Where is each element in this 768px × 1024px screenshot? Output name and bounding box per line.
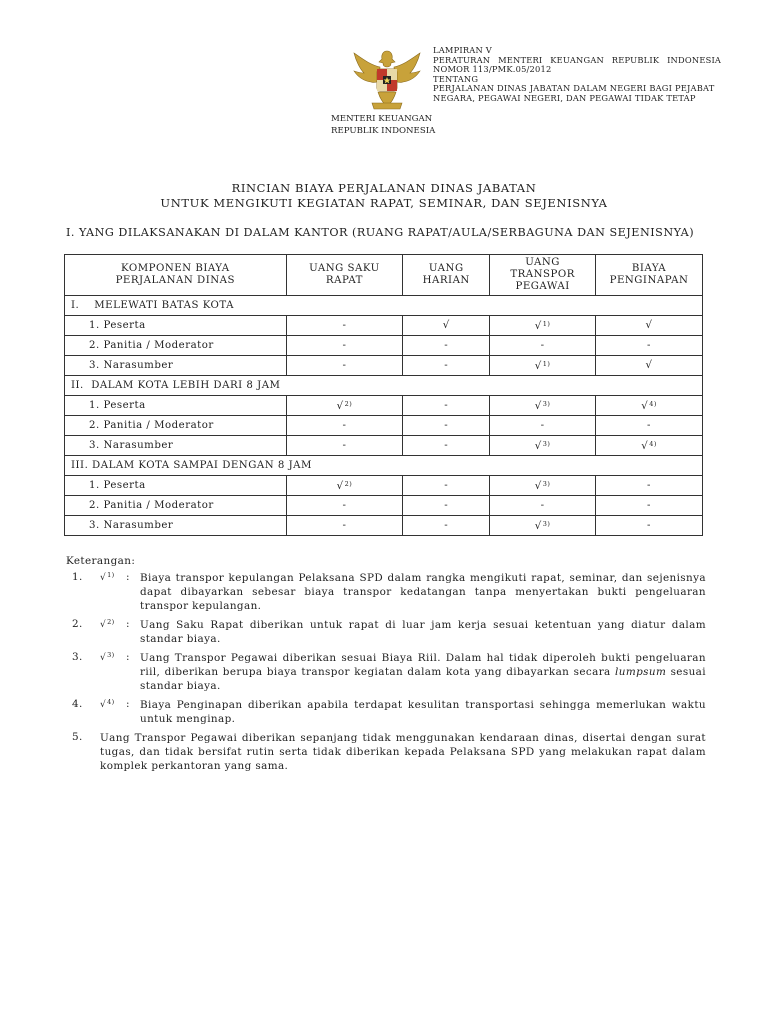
note-text-italic: lumpsum [615, 666, 667, 678]
cell-mark: √ [442, 320, 450, 331]
column-header [403, 255, 490, 296]
table-row [65, 476, 703, 496]
table-cell [286, 516, 403, 536]
cell-footnote-ref: 3) [542, 519, 551, 528]
section-heading: I. YANG DILAKSANAKAN DI DALAM KANTOR (RUANG RAPAT/AULA/SERBAGUNA DAN SEJENISNYA) [66, 226, 695, 239]
table-cell [596, 496, 703, 516]
note-colon: : [126, 618, 130, 630]
cell-footnote-ref: 3) [542, 399, 551, 408]
column-header-line: PENGINAPAN [609, 275, 689, 286]
lampiran-line: NOMOR 113/PMK.05/2012 [433, 64, 552, 75]
table-cell [403, 436, 490, 456]
table-cell [596, 356, 703, 376]
note-number: 3. [72, 651, 83, 663]
minister-caption [331, 113, 451, 137]
table-cell [490, 496, 596, 516]
group-title: II. DALAM KOTA LEBIH DARI 8 JAM [65, 376, 703, 396]
note-mark [100, 571, 126, 613]
table-cell [403, 316, 490, 336]
note-text: Biaya Penginapan diberikan apabila terdapat kesulitan transportasi sehingga memerlukan waktu untuk menginap. [140, 699, 706, 725]
note-mark-ref: 1) [107, 571, 115, 579]
table-cell [596, 476, 703, 496]
note-mark-symbol: √ [100, 653, 107, 663]
table-cell [490, 396, 596, 416]
table-cell [286, 476, 403, 496]
cell-mark: √ [534, 400, 542, 412]
table-row [65, 316, 703, 336]
note-item [66, 571, 706, 613]
note-colon: : [126, 651, 130, 663]
table-cell [490, 316, 596, 336]
note-item [66, 731, 706, 773]
lampiran-line: PERJALANAN DINAS JABATAN DALAM NEGERI BAGI PEJABAT [433, 83, 715, 94]
note-number: 4. [72, 698, 83, 710]
note-mark-symbol: √ [100, 573, 107, 583]
notes-section [66, 555, 706, 778]
table-row [65, 496, 703, 516]
table-row [65, 416, 703, 436]
document-title-line1: RINCIAN BIAYA PERJALANAN DINAS JABATAN [231, 181, 537, 195]
column-header-line: KOMPONEN BIAYA [121, 263, 230, 274]
cell-mark: - [647, 500, 651, 511]
cell-mark: - [444, 340, 449, 351]
lampiran-line: NEGARA, PEGAWAI NEGERI, DAN PEGAWAI TIDAK TETAP [433, 92, 696, 103]
note-mark-symbol: √ [100, 700, 107, 710]
cell-footnote-ref: 4) [649, 439, 657, 448]
table-row [65, 436, 703, 456]
table-group-row [65, 456, 703, 476]
table-cell [596, 316, 703, 336]
row-label: 3. Narasumber [65, 436, 287, 456]
cell-mark: - [444, 400, 449, 411]
notes-heading: Keterangan: [66, 555, 136, 567]
group-title: I. MELEWATI BATAS KOTA [65, 296, 703, 316]
table-cell [286, 356, 403, 376]
table-header-row [65, 255, 703, 296]
note-mark-ref: 4) [107, 698, 115, 706]
note-mark-ref: 2) [107, 618, 115, 626]
cell-mark: - [342, 340, 347, 351]
row-label: 1. Peserta [65, 476, 287, 496]
table-cell [490, 516, 596, 536]
column-header-line: PERJALANAN DINAS [115, 275, 235, 286]
cell-mark: √ [336, 400, 344, 412]
column-header-line: UANG [525, 257, 560, 268]
cell-mark: - [444, 500, 449, 511]
table-cell [286, 416, 403, 436]
cell-mark: - [540, 340, 545, 351]
row-label: 1. Peserta [65, 316, 287, 336]
cell-mark: √ [534, 520, 542, 532]
cell-mark: - [342, 420, 347, 431]
table-group-row [65, 376, 703, 396]
lampiran-header [433, 45, 722, 104]
table-cell [286, 496, 403, 516]
row-label: 2. Panitia / Moderator [65, 416, 287, 436]
column-header-line: RAPAT [325, 275, 363, 286]
cell-mark: - [444, 520, 449, 531]
cell-mark: √ [534, 480, 542, 492]
note-text: Biaya transpor kepulangan Pelaksana SPD dalam rangka mengikuti rapat, seminar, dan sejenisnya dapat dibayarkan sebesar biaya transpor kedatangan tanpa menyertakan bukti pengeluaran transpor kepulangan. [140, 572, 706, 612]
note-text: Uang Saku Rapat diberikan untuk rapat di luar jam kerja sesuai ketentuan yang diatur dalam standar biaya. [140, 619, 706, 645]
note-text [140, 651, 706, 693]
table-cell [286, 436, 403, 456]
table-cell [490, 416, 596, 436]
column-header-line: HARIAN [422, 275, 470, 286]
cell-mark: - [444, 440, 449, 451]
group-title: III. DALAM KOTA SAMPAI DENGAN 8 JAM [65, 456, 703, 476]
table-cell [596, 516, 703, 536]
cell-mark: - [540, 500, 545, 511]
table-cell [403, 396, 490, 416]
note-item [66, 698, 706, 726]
table-cell [286, 396, 403, 416]
minister-line: REPUBLIK INDONESIA [331, 126, 436, 136]
cell-mark: √ [641, 440, 649, 452]
note-mark-symbol: √ [100, 620, 107, 630]
column-header-line: BIAYA [631, 263, 667, 274]
notes-list [66, 571, 706, 773]
lampiran-line: PERATURAN MENTERI KEUANGAN REPUBLIK INDONESIA [433, 54, 722, 65]
cell-mark: √ [645, 320, 653, 331]
note-mark [100, 651, 126, 693]
cell-mark: √ [645, 360, 653, 371]
table-cell [490, 476, 596, 496]
cell-footnote-ref: 2) [344, 479, 353, 488]
note-item [66, 651, 706, 693]
table-body [65, 296, 703, 536]
cell-mark: - [342, 520, 347, 531]
cell-mark: - [342, 440, 347, 451]
note-text-part: Uang Transpor Pegawai diberikan sesuai Biaya Riil. Dalam hal tidak diperoleh bukti pengeluaran riil, diberikan berupa biaya transpor kegiatan dalam kota yang dibayarkan secara [140, 652, 706, 678]
cell-footnote-ref: 3) [542, 479, 551, 488]
table-cell [403, 356, 490, 376]
cell-mark: √ [641, 400, 649, 412]
table-cell [490, 436, 596, 456]
table-cell [596, 396, 703, 416]
table-cell [596, 416, 703, 436]
column-header-line: TRANSPOR [510, 269, 575, 280]
lampiran-line: LAMPIRAN V [433, 45, 492, 55]
table-row [65, 336, 703, 356]
note-mark-ref: 3) [107, 651, 115, 659]
column-header [490, 255, 596, 296]
table-cell [403, 416, 490, 436]
table-cell [286, 336, 403, 356]
note-number: 1. [72, 571, 83, 583]
column-header [65, 255, 287, 296]
cell-mark: √ [336, 480, 344, 492]
table-cell [286, 316, 403, 336]
note-item [66, 618, 706, 646]
column-header-line: UANG [428, 263, 464, 274]
table-row [65, 516, 703, 536]
cell-footnote-ref: 1) [542, 319, 551, 328]
row-label: 1. Peserta [65, 396, 287, 416]
column-header [596, 255, 703, 296]
note-text-part: sesuai standar biaya. [140, 666, 706, 692]
table-row [65, 396, 703, 416]
table-cell [403, 516, 490, 536]
table-group-row [65, 296, 703, 316]
cell-mark: - [342, 360, 347, 371]
note-colon: : [126, 698, 130, 710]
cost-table [64, 254, 703, 536]
cell-footnote-ref: 4) [649, 399, 657, 408]
note-colon: : [126, 571, 130, 583]
column-header [286, 255, 403, 296]
row-label: 2. Panitia / Moderator [65, 336, 287, 356]
cell-mark: - [342, 320, 347, 331]
table-cell [403, 476, 490, 496]
cell-mark: - [444, 360, 449, 371]
note-text: Uang Transpor Pegawai diberikan sepanjang tidak menggunakan kendaraan dinas, disertai dengan surat tugas, dan tidak bersifat rutin serta tidak diberikan kepada Pelaksana SPD yang melakukan rapat dalam komplek perkantoran yang sama. [100, 732, 706, 772]
cell-mark: √ [534, 440, 542, 452]
cell-footnote-ref: 3) [542, 439, 551, 448]
row-label: 3. Narasumber [65, 516, 287, 536]
cell-mark: - [342, 500, 347, 511]
table-cell [490, 336, 596, 356]
note-number: 2. [72, 618, 83, 630]
table-cell [403, 496, 490, 516]
minister-line: MENTERI KEUANGAN [331, 114, 433, 124]
table-cell [403, 336, 490, 356]
cell-mark: √ [534, 320, 542, 332]
row-label: 2. Panitia / Moderator [65, 496, 287, 516]
cell-mark: - [444, 480, 449, 491]
cell-mark: - [647, 520, 651, 531]
cell-mark: - [540, 420, 545, 431]
column-header-line: UANG SAKU [309, 263, 380, 274]
note-number: 5. [72, 731, 83, 743]
cell-mark: √ [534, 360, 542, 372]
row-label: 3. Narasumber [65, 356, 287, 376]
note-mark [100, 618, 126, 646]
cell-mark: - [647, 340, 651, 351]
lampiran-line: TENTANG [433, 73, 479, 84]
table-row [65, 356, 703, 376]
note-mark [100, 698, 126, 726]
table-cell [596, 436, 703, 456]
garuda-emblem-icon [350, 47, 424, 113]
cell-mark: - [647, 420, 651, 431]
cell-footnote-ref: 2) [344, 399, 353, 408]
table-cell [490, 356, 596, 376]
cell-mark: - [444, 420, 449, 431]
table-cell [596, 336, 703, 356]
cell-footnote-ref: 1) [542, 359, 551, 368]
cell-mark: - [647, 480, 651, 491]
document-title-line2: UNTUK MENGIKUTI KEGIATAN RAPAT, SEMINAR, DAN SEJENISNYA [160, 196, 608, 210]
column-header-line: PEGAWAI [515, 281, 570, 292]
